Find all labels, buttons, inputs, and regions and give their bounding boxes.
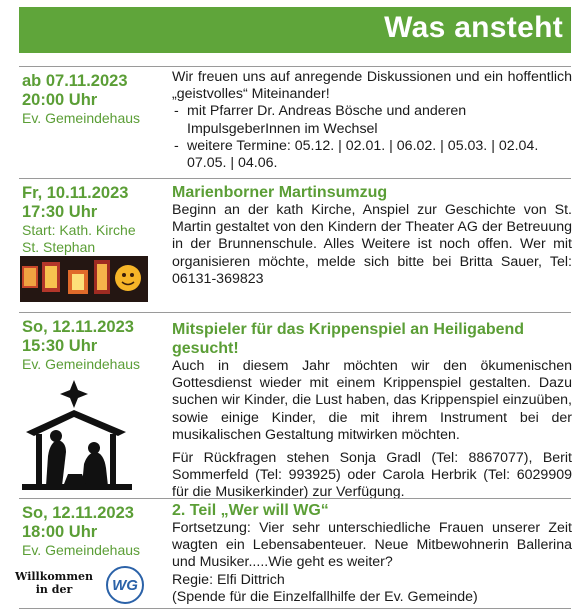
event-place: Ev. Gemeindehaus <box>22 542 141 558</box>
event-entry-2 <box>0 178 584 312</box>
event-place: St. Stephan <box>22 239 96 255</box>
event-place: Ev. Gemeindehaus <box>22 110 141 126</box>
wg-badge <box>106 566 144 604</box>
event-place: Start: Kath. Kirche <box>22 222 136 238</box>
event-place: Ev. Gemeindehaus <box>22 356 141 372</box>
event-date: ab 07.11.2023 <box>22 72 128 90</box>
wg-badge-text: WG <box>112 576 138 594</box>
event-director: Regie: Elfi Dittrich <box>172 571 285 588</box>
event-entry-4 <box>0 498 584 610</box>
lanterns-photo <box>20 256 148 302</box>
event-description: Wir freuen uns auf anregende Diskussionen und ein hoffentlich „geistvolles“ Miteinander! <box>172 69 572 103</box>
list-item: - weitere Termine: 05.12. | 02.01. | 06.02. | 05.03. | 02.04. 07.05. | 04.06. <box>172 138 572 172</box>
event-title: Mitspieler für das Krippenspiel an Heiligabend gesucht! <box>172 321 525 357</box>
event-note: (Spende für die Einzelfallhilfe der Ev. Gemeinde) <box>172 588 478 605</box>
event-bullet-list <box>172 103 572 172</box>
divider <box>19 312 571 313</box>
divider <box>19 498 571 499</box>
event-title: Marienborner Martinsumzug <box>172 184 388 201</box>
event-time: 20:00 Uhr <box>22 91 98 109</box>
section-header <box>19 7 571 53</box>
divider <box>19 178 571 179</box>
divider <box>19 608 571 609</box>
divider <box>19 66 571 67</box>
list-item: - mit Pfarrer Dr. Andreas Bösche und anderen ImpulsgeberInnen im Wechsel <box>172 103 572 137</box>
event-time: 17:30 Uhr <box>22 203 98 221</box>
logo-text: in der <box>35 583 73 596</box>
event-time: 18:00 Uhr <box>22 523 98 541</box>
event-time: 15:30 Uhr <box>22 337 98 355</box>
event-date: So, 12.11.2023 <box>22 318 134 336</box>
logo-text: Willkommen <box>15 570 93 583</box>
event-description: Beginn an der kath Kirche, Anspiel zur Geschichte von St. Martin gestaltet von den Kindern der Theater AG der Betreuung in der Brunnenschule. Alles Weitere ist noch offen. Wer mit organisieren möchte, melde sich bitte bei Britta Sauer, Tel: 06131-369823 <box>172 202 572 287</box>
event-description: Auch in diesem Jahr möchten wir den ökumenischen Gottesdienst wieder mit einem Krippenspiel gestalten. Dazu suchen wir Kinder, die Lust haben, das Krippenspiel einzuüben, sowie einige Kinder, die mit ihrem Instrument bei der musikalischen Gestaltung mitwirken möchten. <box>172 358 572 443</box>
nativity-silhouette-icon <box>22 380 132 490</box>
event-entry-1 <box>0 66 584 178</box>
wg-logo <box>10 566 150 606</box>
event-entry-3 <box>0 312 584 501</box>
event-description: Fortsetzung: Vier sehr unterschiedliche Frauen unserer Zeit wagten ein Lebensabenteuer. Neue Mitbewohnerin Ballerina und Musiker.....Wie geht es weiter? <box>172 520 572 571</box>
event-title: 2. Teil „Wer will WG“ <box>172 502 329 519</box>
event-date: Fr, 10.11.2023 <box>22 184 129 202</box>
event-date: So, 12.11.2023 <box>22 504 134 522</box>
event-contact: Für Rückfragen stehen Sonja Gradl (Tel: 8867077), Berit Sommerfeld (Tel: 993925) oder Carola Herbrik (Tel: 6029909 für die Musikerkinder) zur Verfügung. <box>172 450 572 501</box>
section-title: Was ansteht <box>384 11 563 44</box>
